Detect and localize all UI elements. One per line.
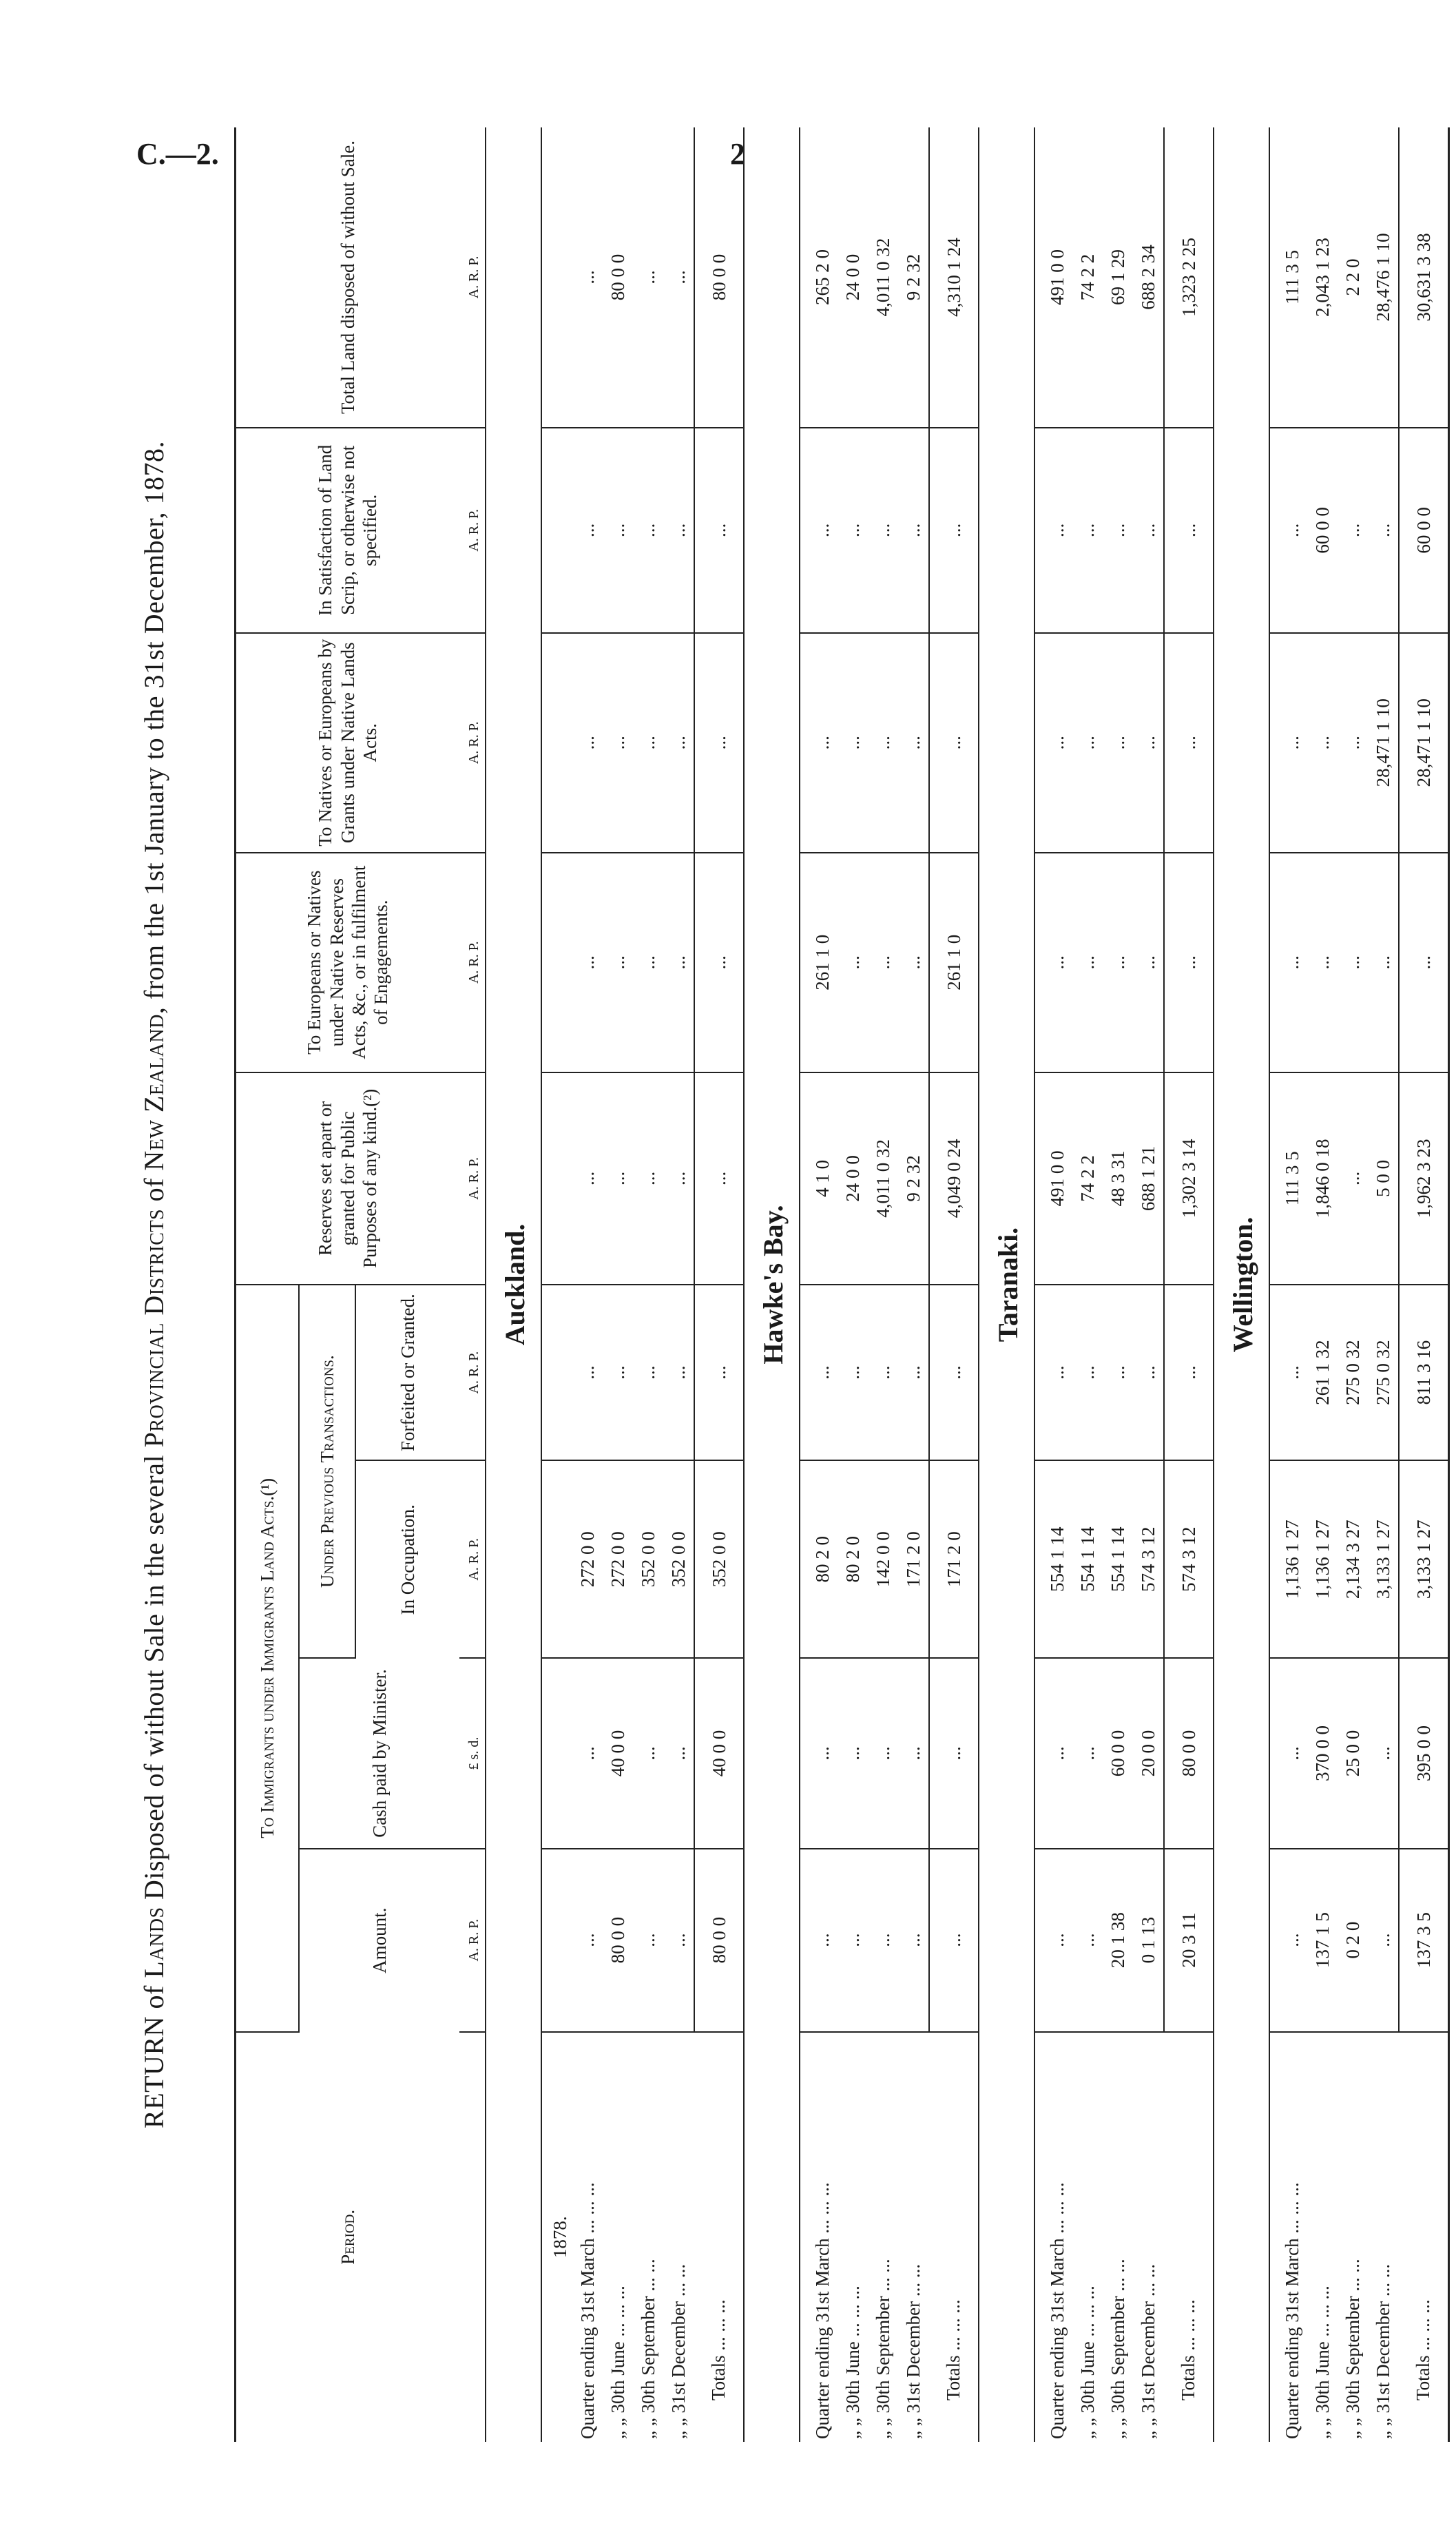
total-total-cell: 4,310 1 24	[929, 127, 979, 428]
period-cell: „ „ 30th September ... ...	[872, 2259, 893, 2439]
totals-label: Totals ... ... ...	[708, 2299, 729, 2401]
to-natives-cell: ...	[1338, 633, 1368, 853]
cash-paid-cell: ...	[838, 1658, 868, 1848]
in-satisfaction-cell: 60 0 0	[1307, 428, 1338, 633]
col-header-in-occupation: In Occupation.	[397, 1504, 418, 1615]
cash-paid-total-cell: 395 0 0	[1399, 1658, 1449, 1848]
period-cell: „ „ 31st December ... ...	[668, 2263, 689, 2439]
to-europeans-cell: ...	[572, 853, 603, 1072]
forfeited-cell: 275 0 32	[1338, 1285, 1368, 1460]
forfeited-cell: ...	[868, 1285, 898, 1460]
to-natives-cell: ...	[898, 633, 929, 853]
reserves-cell: 4,011 0 32	[868, 1072, 898, 1285]
in-satisfaction-total-cell: ...	[929, 428, 979, 633]
total-cell: 9 2 32	[898, 127, 929, 428]
forfeited-total-cell: ...	[1164, 1285, 1214, 1460]
table-body	[486, 127, 1449, 2442]
reserves-cell: ...	[603, 1072, 633, 1285]
in-occupation-total-cell: 574 3 12	[1164, 1460, 1214, 1658]
in-occupation-cell: 2,134 3 27	[1338, 1460, 1368, 1658]
to-europeans-cell: ...	[663, 853, 694, 1072]
forfeited-cell: ...	[663, 1285, 694, 1460]
unit-label: A. R. P.	[459, 1285, 486, 1460]
title-text: of	[138, 1170, 169, 1209]
to-natives-cell: ...	[572, 633, 603, 853]
cash-paid-cell: 60 0 0	[1103, 1658, 1133, 1848]
in-satisfaction-cell: ...	[1338, 428, 1368, 633]
reserves-cell: 24 0 0	[838, 1072, 868, 1285]
in-satisfaction-cell: ...	[898, 428, 929, 633]
amount-cell: 80 0 0	[603, 1849, 633, 2032]
table-row	[868, 127, 898, 2442]
reserves-cell: 111 3 5	[1269, 1072, 1307, 1285]
district-heading-row	[744, 127, 800, 2442]
period-cell: „ „ 30th September ... ...	[1342, 2259, 1363, 2439]
period-cell: Quarter ending 31st March ... ... ...	[576, 2182, 598, 2439]
unit-label: A. R. P.	[459, 428, 486, 633]
district-heading-row	[486, 127, 541, 2442]
cash-paid-cell: 40 0 0	[603, 1658, 633, 1848]
in-occupation-cell: 554 1 14	[1103, 1460, 1133, 1658]
district-name: Hawke's Bay.	[744, 127, 800, 2442]
cash-paid-cell: 20 0 0	[1133, 1658, 1164, 1848]
to-natives-total-cell: ...	[929, 633, 979, 853]
in-occupation-cell: 554 1 14	[1034, 1460, 1072, 1658]
period-cell: „ „ 30th June ... ... ...	[842, 2285, 863, 2439]
to-europeans-cell: ...	[838, 853, 868, 1072]
to-natives-cell: ...	[1133, 633, 1164, 853]
forfeited-total-cell: ...	[929, 1285, 979, 1460]
to-natives-cell: ...	[633, 633, 663, 853]
forfeited-cell: 261 1 32	[1307, 1285, 1338, 1460]
in-occupation-total-cell: 352 0 0	[694, 1460, 744, 1658]
in-satisfaction-cell: ...	[868, 428, 898, 633]
in-occupation-cell: 3,133 1 27	[1368, 1460, 1399, 1658]
forfeited-cell: ...	[1269, 1285, 1307, 1460]
amount-cell: 0 1 13	[1133, 1849, 1164, 2032]
period-cell: „ „ 30th June ... ... ...	[1311, 2285, 1333, 2439]
document-title	[138, 127, 170, 2442]
totals-row	[1399, 127, 1449, 2442]
amount-cell: ...	[838, 1849, 868, 2032]
total-total-cell: 1,323 2 25	[1164, 127, 1214, 428]
col-header-in-satisfaction: In Satisfaction of Land Scrip, or otherwise not specified.	[236, 428, 460, 633]
reserves-cell: 74 2 2	[1072, 1072, 1103, 1285]
cash-paid-cell: ...	[1034, 1658, 1072, 1848]
reserves-cell: 4 1 0	[800, 1072, 838, 1285]
totals-row	[694, 127, 744, 2442]
district-name: Wellington.	[1214, 127, 1269, 2442]
reserves-total-cell: 4,049 0 24	[929, 1072, 979, 1285]
to-europeans-cell: ...	[1072, 853, 1103, 1072]
forfeited-cell: ...	[572, 1285, 603, 1460]
forfeited-cell: ...	[633, 1285, 663, 1460]
table-row	[1034, 127, 1072, 2442]
table-row	[1368, 127, 1399, 2442]
in-occupation-total-cell: 3,133 1 27	[1399, 1460, 1449, 1658]
cash-paid-cell: ...	[633, 1658, 663, 1848]
forfeited-cell: ...	[838, 1285, 868, 1460]
district-heading-row	[1214, 127, 1269, 2442]
to-natives-cell: ...	[1269, 633, 1307, 853]
return-table	[234, 127, 1450, 2442]
cash-paid-cell: 25 0 0	[1338, 1658, 1368, 1848]
total-cell: 69 1 29	[1103, 127, 1133, 428]
unit-label: A. R. P.	[459, 1072, 486, 1285]
amount-total-cell: 137 3 5	[1399, 1849, 1449, 2032]
reserves-total-cell: ...	[694, 1072, 744, 1285]
in-satisfaction-cell: ...	[603, 428, 633, 633]
to-europeans-total-cell: ...	[1164, 853, 1214, 1072]
in-satisfaction-cell: ...	[663, 428, 694, 633]
period-cell: „ „ 30th June ... ... ...	[607, 2285, 628, 2439]
total-total-cell: 80 0 0	[694, 127, 744, 428]
in-satisfaction-cell: ...	[572, 428, 603, 633]
total-total-cell: 30,631 3 38	[1399, 127, 1449, 428]
table-row	[663, 127, 694, 2442]
period-cell: „ „ 30th September ... ...	[1107, 2259, 1128, 2439]
unit-label: A. R. P.	[459, 1460, 486, 1658]
totals-row	[929, 127, 979, 2442]
col-header-under-previous: Under Previous Transactions.	[299, 1285, 355, 1658]
amount-cell: ...	[868, 1849, 898, 2032]
reserves-cell: 688 1 21	[1133, 1072, 1164, 1285]
to-europeans-cell: ...	[868, 853, 898, 1072]
forfeited-cell: 275 0 32	[1368, 1285, 1399, 1460]
to-natives-cell: ...	[868, 633, 898, 853]
unit-label: A. R. P.	[459, 127, 486, 428]
period-cell: Quarter ending 31st March ... ... ...	[1046, 2182, 1068, 2439]
amount-total-cell: ...	[929, 1849, 979, 2032]
total-cell: 111 3 5	[1269, 127, 1307, 428]
to-natives-cell: 28,471 1 10	[1368, 633, 1399, 853]
forfeited-total-cell: ...	[694, 1285, 744, 1460]
total-cell: 24 0 0	[838, 127, 868, 428]
reserves-cell: ...	[663, 1072, 694, 1285]
to-europeans-cell: ...	[1034, 853, 1072, 1072]
to-natives-cell: ...	[1072, 633, 1103, 853]
in-satisfaction-cell: ...	[1034, 428, 1072, 633]
table-row	[1307, 127, 1338, 2442]
in-occupation-cell: 80 2 0	[838, 1460, 868, 1658]
amount-cell: ...	[1034, 1849, 1072, 2032]
title-text: Provincial Districts	[138, 1208, 169, 1448]
to-europeans-cell: ...	[1269, 853, 1307, 1072]
col-header-amount: Amount.	[368, 1907, 390, 1973]
amount-cell: 20 1 38	[1103, 1849, 1133, 2032]
unit-label: £ s. d.	[459, 1658, 486, 1848]
in-satisfaction-cell: ...	[633, 428, 663, 633]
total-cell: ...	[572, 127, 603, 428]
period-cell: Quarter ending 31st March ... ... ...	[811, 2182, 833, 2439]
table-row	[1338, 127, 1368, 2442]
cash-paid-cell: ...	[868, 1658, 898, 1848]
total-cell: ...	[633, 127, 663, 428]
amount-cell: ...	[633, 1849, 663, 2032]
to-natives-cell: ...	[838, 633, 868, 853]
in-satisfaction-total-cell: 60 0 0	[1399, 428, 1449, 633]
reserves-cell: 1,846 0 18	[1307, 1072, 1338, 1285]
reserves-cell: ...	[572, 1072, 603, 1285]
total-cell: 28,476 1 10	[1368, 127, 1399, 428]
in-satisfaction-cell: ...	[1072, 428, 1103, 633]
in-occupation-total-cell: 171 2 0	[929, 1460, 979, 1658]
totals-label: Totals ... ... ...	[943, 2299, 964, 2401]
amount-cell: ...	[898, 1849, 929, 2032]
cash-paid-cell: ...	[663, 1658, 694, 1848]
in-occupation-cell: 554 1 14	[1072, 1460, 1103, 1658]
amount-cell: 0 2 0	[1338, 1849, 1368, 2032]
table-row	[838, 127, 868, 2442]
in-satisfaction-cell: ...	[1133, 428, 1164, 633]
to-europeans-cell: ...	[1133, 853, 1164, 1072]
to-natives-total-cell: 28,471 1 10	[1399, 633, 1449, 853]
period-cell: Quarter ending 31st March ... ... ...	[1281, 2182, 1302, 2439]
to-europeans-cell: ...	[1307, 853, 1338, 1072]
reserves-cell: ...	[633, 1072, 663, 1285]
to-europeans-cell: ...	[1368, 853, 1399, 1072]
table-row	[572, 127, 603, 2442]
total-cell: 688 2 34	[1133, 127, 1164, 428]
to-natives-cell: ...	[603, 633, 633, 853]
total-cell: 2 2 0	[1338, 127, 1368, 428]
cash-paid-total-cell: 80 0 0	[1164, 1658, 1214, 1848]
col-header-total: Total Land disposed of without Sale.	[236, 127, 460, 428]
reserves-cell: 48 3 31	[1103, 1072, 1133, 1285]
district-name: Auckland.	[486, 127, 541, 2442]
page-number: 2	[730, 137, 745, 171]
col-header-to-europeans: To Europeans or Natives under Native Reserves Acts, &c., or in fulfilment of Engagements.	[236, 853, 460, 1072]
in-satisfaction-cell: ...	[1368, 428, 1399, 633]
cash-paid-total-cell: ...	[929, 1658, 979, 1848]
to-europeans-total-cell: 261 1 0	[929, 853, 979, 1072]
in-satisfaction-cell: ...	[838, 428, 868, 633]
in-occupation-cell: 352 0 0	[633, 1460, 663, 1658]
title-text: Disposed of without Sale in the several	[138, 1447, 169, 1907]
in-satisfaction-cell: ...	[1103, 428, 1133, 633]
col-header-period: Period.	[236, 2032, 460, 2442]
forfeited-cell: ...	[800, 1285, 838, 1460]
in-satisfaction-cell: ...	[1269, 428, 1307, 633]
totals-label: Totals ... ... ...	[1178, 2299, 1198, 2401]
to-natives-cell: ...	[1034, 633, 1072, 853]
title-text: , from the 1st January to the 31st December, 1878.	[138, 441, 169, 1015]
period-cell: „ „ 31st December ... ...	[1373, 2263, 1393, 2439]
to-europeans-cell: ...	[898, 853, 929, 1072]
amount-total-cell: 80 0 0	[694, 1849, 744, 2032]
to-europeans-cell: 261 1 0	[800, 853, 838, 1072]
reserves-cell: ...	[1338, 1072, 1368, 1285]
in-occupation-cell: 1,136 1 27	[1307, 1460, 1338, 1658]
in-occupation-cell: 272 0 0	[572, 1460, 603, 1658]
in-satisfaction-total-cell: ...	[1164, 428, 1214, 633]
table-row	[800, 127, 838, 2442]
reserves-cell: 9 2 32	[898, 1072, 929, 1285]
title-text: Lands	[138, 1907, 169, 1978]
total-cell: 74 2 2	[1072, 127, 1103, 428]
to-europeans-cell: ...	[1338, 853, 1368, 1072]
rotated-page-content	[131, 127, 1434, 2442]
col-header-to-natives: To Natives or Europeans by Grants under Native Lands Acts.	[236, 633, 460, 853]
totals-row	[1164, 127, 1214, 2442]
to-natives-cell: ...	[663, 633, 694, 853]
to-natives-cell: ...	[800, 633, 838, 853]
in-occupation-cell: 1,136 1 27	[1269, 1460, 1307, 1658]
cash-paid-cell: ...	[800, 1658, 838, 1848]
table-row	[1072, 127, 1103, 2442]
to-natives-cell: ...	[1103, 633, 1133, 853]
col-header-forfeited: Forfeited or Granted.	[355, 1285, 459, 1460]
unit-label: A. R. P.	[459, 1849, 486, 2032]
amount-total-cell: 20 3 11	[1164, 1849, 1214, 2032]
reserves-cell: 491 0 0	[1034, 1072, 1072, 1285]
document-reference: C.—2.	[136, 137, 219, 171]
total-cell: 265 2 0	[800, 127, 838, 428]
totals-label: Totals ... ... ...	[1399, 2032, 1449, 2442]
total-cell: 4,011 0 32	[868, 127, 898, 428]
period-cell: „ „ 31st December ... ...	[1138, 2263, 1158, 2439]
to-natives-total-cell: ...	[1164, 633, 1214, 853]
in-occupation-cell: 272 0 0	[603, 1460, 633, 1658]
in-occupation-cell: 142 0 0	[868, 1460, 898, 1658]
to-europeans-cell: ...	[1103, 853, 1133, 1072]
in-satisfaction-total-cell: ...	[694, 428, 744, 633]
amount-cell: 137 1 5	[1307, 1849, 1338, 2032]
cash-paid-cell: ...	[1368, 1658, 1399, 1848]
unit-label: A. R. P.	[459, 853, 486, 1072]
forfeited-cell: ...	[1133, 1285, 1164, 1460]
total-cell: 491 0 0	[1034, 127, 1072, 428]
total-cell: ...	[663, 127, 694, 428]
forfeited-total-cell: 811 3 16	[1399, 1285, 1449, 1460]
forfeited-cell: ...	[898, 1285, 929, 1460]
cash-paid-cell: 370 0 0	[1307, 1658, 1338, 1848]
forfeited-cell: ...	[1072, 1285, 1103, 1460]
amount-cell: ...	[1269, 1849, 1307, 2032]
forfeited-cell: ...	[603, 1285, 633, 1460]
in-occupation-cell: 171 2 0	[898, 1460, 929, 1658]
col-header-to-immigrants: To Immigrants under Immigrants Land Acts.(¹)	[236, 1285, 300, 2032]
period-cell: „ „ 31st December ... ...	[903, 2263, 924, 2439]
table-row	[633, 127, 663, 2442]
table-row	[1133, 127, 1164, 2442]
year-label: 1878.	[549, 2216, 570, 2259]
to-europeans-cell: ...	[633, 853, 663, 1072]
to-natives-cell: ...	[1307, 633, 1338, 853]
table-row	[898, 127, 929, 2442]
in-occupation-cell: 574 3 12	[1133, 1460, 1164, 1658]
district-name: Taranaki.	[979, 127, 1034, 2442]
col-header-cash-paid: Cash paid by Minister.	[299, 1658, 459, 1848]
table-row	[1103, 127, 1133, 2442]
cash-paid-cell: ...	[1072, 1658, 1103, 1848]
table-row	[1269, 127, 1307, 2442]
total-cell: 2,043 1 23	[1307, 127, 1338, 428]
amount-cell: ...	[663, 1849, 694, 2032]
cash-paid-cell: ...	[898, 1658, 929, 1848]
amount-cell: ...	[572, 1849, 603, 2032]
title-text: New Zealand	[138, 1014, 169, 1171]
cash-paid-cell: ...	[572, 1658, 603, 1848]
in-satisfaction-cell: ...	[800, 428, 838, 633]
forfeited-cell: ...	[1103, 1285, 1133, 1460]
to-europeans-total-cell: ...	[1399, 853, 1449, 1072]
reserves-cell: 5 0 0	[1368, 1072, 1399, 1285]
amount-cell: ...	[1368, 1849, 1399, 2032]
title-text: RETURN of	[138, 1978, 169, 2128]
total-cell: 80 0 0	[603, 127, 633, 428]
in-occupation-cell: 352 0 0	[663, 1460, 694, 1658]
period-cell: „ „ 30th September ... ...	[637, 2259, 658, 2439]
amount-cell: ...	[800, 1849, 838, 2032]
amount-cell: ...	[1072, 1849, 1103, 2032]
to-europeans-total-cell: ...	[694, 853, 744, 1072]
to-natives-total-cell: ...	[694, 633, 744, 853]
reserves-total-cell: 1,962 3 23	[1399, 1072, 1449, 1285]
cash-paid-cell: ...	[1269, 1658, 1307, 1848]
to-europeans-cell: ...	[603, 853, 633, 1072]
period-cell: „ „ 30th June ... ... ...	[1077, 2285, 1098, 2439]
col-header-reserves: Reserves set apart or granted for Public Purposes of any kind.(²)	[236, 1072, 460, 1285]
unit-label: A. R. P.	[459, 633, 486, 853]
reserves-total-cell: 1,302 3 14	[1164, 1072, 1214, 1285]
forfeited-cell: ...	[1034, 1285, 1072, 1460]
district-heading-row	[979, 127, 1034, 2442]
table-row	[603, 127, 633, 2442]
cash-paid-total-cell: 40 0 0	[694, 1658, 744, 1848]
in-occupation-cell: 80 2 0	[800, 1460, 838, 1658]
